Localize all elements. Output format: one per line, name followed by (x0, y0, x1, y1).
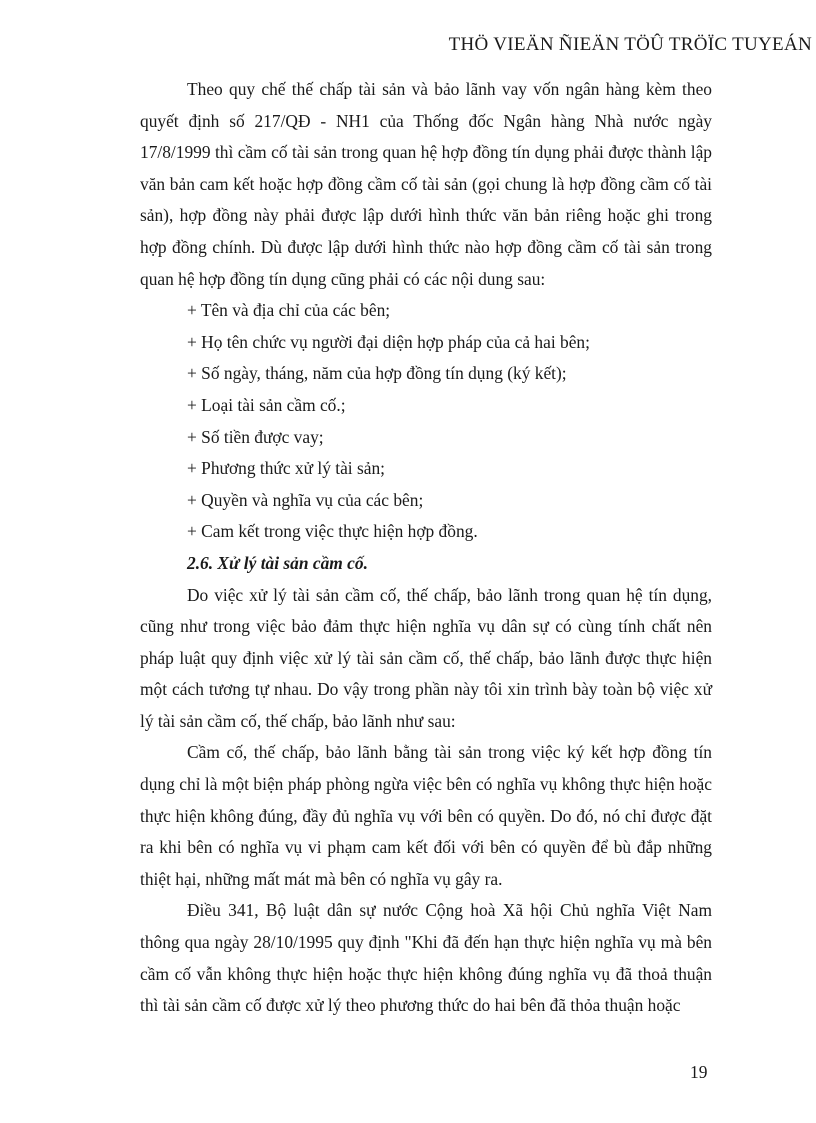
list-item: + Tên và địa chỉ của các bên; (187, 300, 391, 321)
list-item: + Phương thức xử lý tài sản; (187, 458, 385, 479)
paragraph-intro: Theo quy chế thế chấp tài sản và bảo lãnh vay vốn ngân hàng kèm theo quyết định số 217/QĐ - NH1 của Thống đốc Ngân hàng Nhà nước ngày 17/8/1999 thì cầm cố tài sản trong quan hệ hợp đồng tín dụng phải được thành lập văn bản cam kết hoặc hợp đồng cầm cố tài sản (gọi chung là hợp đồng cầm cố tài sản), hợp đồng này phải được lập dưới hình thức văn bản riêng hoặc ghi trong hợp đồng chính. Dù được lập dưới hình thức nào hợp đồng cầm cố tài sản trong quan hệ hợp đồng tín dụng cũng phải có các nội dung sau: (140, 79, 712, 289)
list-item: + Loại tài sản cầm cố.; (187, 394, 346, 415)
list-item: + Cam kết trong việc thực hiện hợp đồng. (187, 521, 478, 542)
document-body (140, 74, 712, 1022)
page-header: THÖ VIEÄN ÑIEÄN TÖÛ TRÖÏC TUYEÁN (448, 34, 812, 55)
paragraph-article-341: Điều 341, Bộ luật dân sự nước Cộng hoà Xã hội Chủ nghĩa Việt Nam thông qua ngày 28/10/1995 quy định "Khi đã đến hạn thực hiện nghĩa vụ mà bên cầm cố vẫn không thực hiện hoặc thực hiện không đúng nghĩa vụ đã thoả thuận thì tài sản cầm cố được xử lý theo phương thức do hai bên đã thỏa thuận hoặc (140, 900, 712, 1016)
page-number: 19 (690, 1062, 708, 1082)
list-item: + Họ tên chức vụ người đại diện hợp pháp của cả hai bên; (187, 331, 590, 352)
section-heading: 2.6. Xử lý tài sản cầm cố. (187, 552, 368, 573)
list-item: + Số ngày, tháng, năm của hợp đồng tín dụng (ký kết); (187, 363, 567, 384)
list-item: + Số tiền được vay; (187, 426, 324, 447)
list-item: + Quyền và nghĩa vụ của các bên; (187, 489, 424, 510)
paragraph-processing: Do việc xử lý tài sản cầm cố, thế chấp, bảo lãnh trong quan hệ tín dụng, cũng như trong việc bảo đảm thực hiện nghĩa vụ dân sự có cùng tính chất nên pháp luật quy định việc xử lý tài sản cầm cố, thế chấp, bảo lãnh được thực hiện một cách tương tự nhau. Do vậy trong phần này tôi xin trình bày toàn bộ việc xử lý tài sản cầm cố, thế chấp, bảo lãnh như sau: (140, 584, 712, 731)
paragraph-pledge-purpose: Cầm cố, thế chấp, bảo lãnh bằng tài sản trong việc ký kết hợp đồng tín dụng chỉ là một biện pháp phòng ngừa việc bên có nghĩa vụ không thực hiện hoặc thực hiện không đúng, đầy đủ nghĩa vụ với bên có quyền. Do đó, nó chỉ được đặt ra khi bên có nghĩa vụ vi phạm cam kết đối với bên có quyền để bù đắp những thiệt hại, những mất mát mà bên có nghĩa vụ gây ra. (140, 742, 712, 889)
